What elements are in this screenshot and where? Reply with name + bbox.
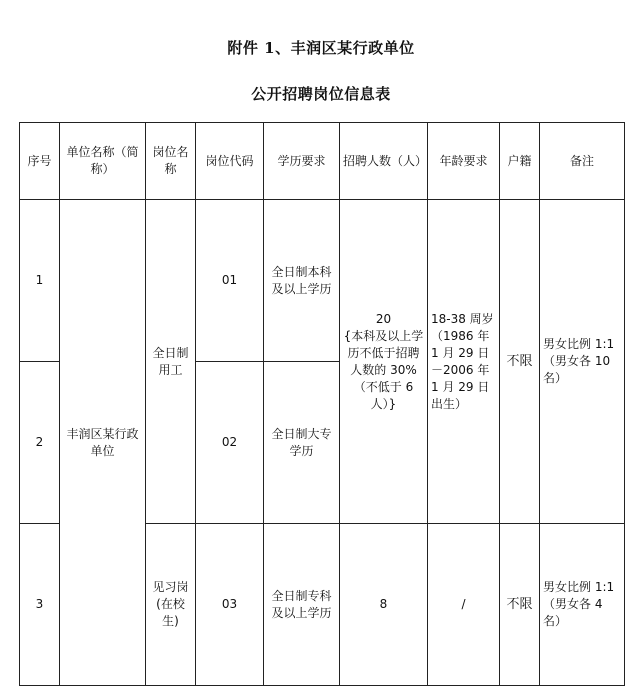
unit-name-cell: 丰润区某行政单位 [60, 200, 146, 686]
group1-remarks: 男女比例 1:1（男女各 10 名） [540, 200, 625, 524]
header-age: 年龄要求 [428, 123, 500, 200]
group1-recruit-count: 20 {本科及以上学历不低于招聘人数的 30%（不低于 6 人）} [340, 200, 428, 524]
group2-hukou: 不限 [500, 524, 540, 686]
table-row [20, 200, 625, 362]
row3-seq: 3 [20, 524, 60, 686]
row1-education: 全日制本科及以上学历 [264, 200, 340, 362]
header-post-name: 岗位名称 [146, 123, 196, 200]
header-remarks: 备注 [540, 123, 625, 200]
group2-age: / [428, 524, 500, 686]
group2-remarks: 男女比例 1:1（男女各 4 名） [540, 524, 625, 686]
group1-age: 18-38 周岁（1986 年 1 月 29 日－2006 年 1 月 29 日出生） [428, 200, 500, 524]
row1-post-code: 01 [196, 200, 264, 362]
row3-education: 全日制专科及以上学历 [264, 524, 340, 686]
position-info-table [19, 122, 625, 686]
header-post-code: 岗位代码 [196, 123, 264, 200]
group2-recruit-count: 8 [340, 524, 428, 686]
header-recruit-count: 招聘人数（人） [340, 123, 428, 200]
header-education: 学历要求 [264, 123, 340, 200]
row3-post-code: 03 [196, 524, 264, 686]
row2-seq: 2 [20, 362, 60, 524]
document-title-line2: 公开招聘岗位信息表 [251, 85, 391, 103]
group2-post-name: 见习岗(在校生) [146, 524, 196, 686]
document-title-line1: 附件 1、丰润区某行政单位 [227, 39, 415, 57]
group1-hukou: 不限 [500, 200, 540, 524]
row2-education: 全日制大专学历 [264, 362, 340, 524]
group1-post-name: 全日制用工 [146, 200, 196, 524]
header-unit-name: 单位名称（简称） [60, 123, 146, 200]
row1-seq: 1 [20, 200, 60, 362]
row2-post-code: 02 [196, 362, 264, 524]
table-header-row [20, 123, 625, 200]
header-hukou: 户籍 [500, 123, 540, 200]
header-seq: 序号 [20, 123, 60, 200]
